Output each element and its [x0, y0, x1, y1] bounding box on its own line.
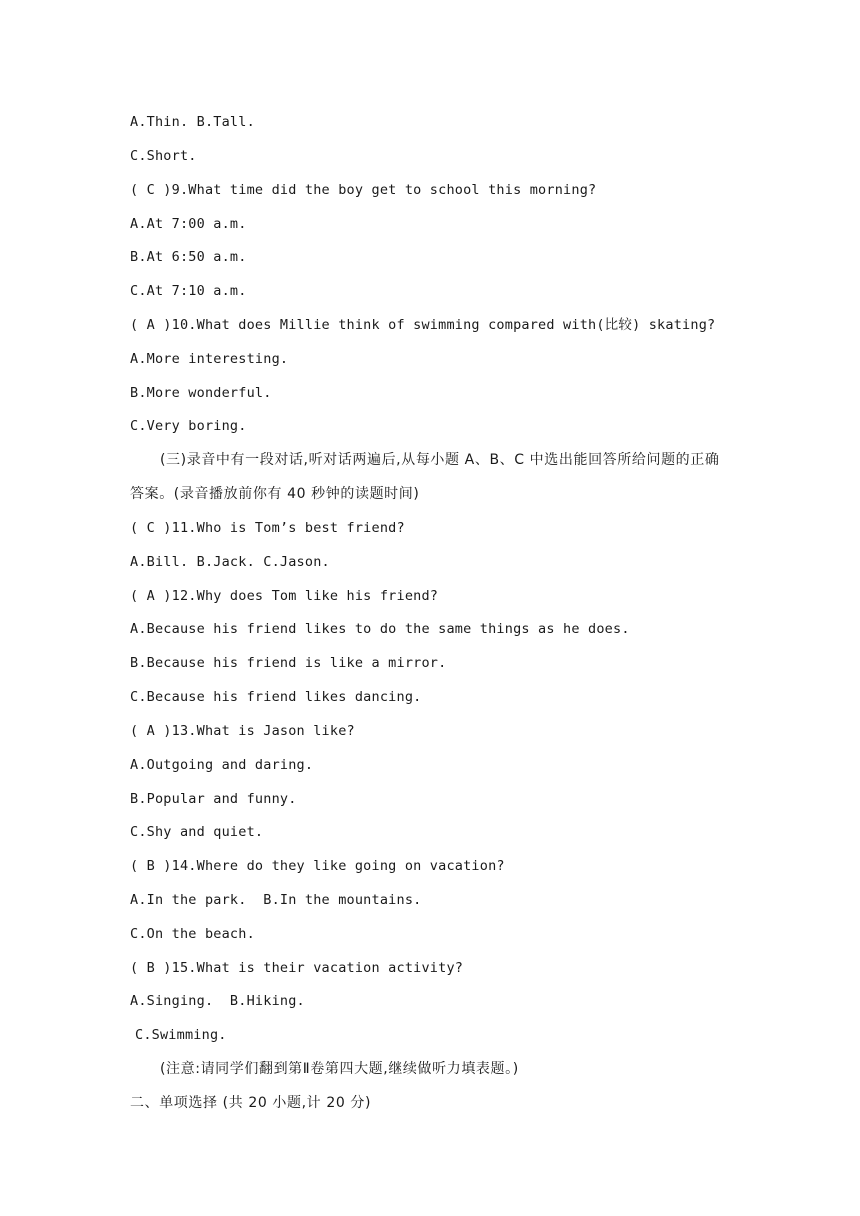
q13-option-c: C.Shy and quiet. — [130, 824, 264, 840]
q15-options-ab: A.Singing. B.Hiking. — [130, 993, 305, 1009]
q11-question: ( C )11.Who is Tom’s best friend? — [130, 520, 405, 536]
section-3-instructions-cont: 答案。(录音播放前你有 40 秒钟的读题时间) — [130, 486, 420, 502]
section-3-instructions: (三)录音中有一段对话,听对话两遍后,从每小题 A、B、C 中选出能回答所给问题的正确 — [160, 452, 720, 468]
q10-option-a: A.More interesting. — [130, 351, 289, 367]
q12-option-c: C.Because his friend likes dancing. — [130, 689, 422, 705]
q12-option-a: A.Because his friend likes to do the same things as he does. — [130, 621, 630, 637]
q13-question: ( A )13.What is Jason like? — [130, 723, 355, 739]
q13-option-a: A.Outgoing and daring. — [130, 757, 314, 773]
q9-option-a: A.At 7:00 a.m. — [130, 216, 247, 232]
q10-question: ( A )10.What does Millie think of swimming compared with(比较) skating? — [130, 317, 716, 333]
q9-option-c: C.At 7:10 a.m. — [130, 283, 247, 299]
q14-option-c: C.On the beach. — [130, 926, 255, 942]
q15-question: ( B )15.What is their vacation activity? — [130, 960, 464, 976]
listening-note: (注意:请同学们翻到第Ⅱ卷第四大题,继续做听力填表题。) — [160, 1061, 519, 1077]
q9-question: ( C )9.What time did the boy get to school this morning? — [130, 182, 597, 198]
q10-option-b: B.More wonderful. — [130, 385, 272, 401]
q11-options: A.Bill. B.Jack. C.Jason. — [130, 554, 330, 570]
q10-option-c: C.Very boring. — [130, 418, 247, 434]
q14-question: ( B )14.Where do they like going on vacation? — [130, 858, 505, 874]
q8-option-c: C.Short. — [130, 148, 197, 164]
q12-question: ( A )12.Why does Tom like his friend? — [130, 588, 439, 604]
q15-option-c: C.Swimming. — [135, 1027, 227, 1043]
section-2-heading: 二、单项选择 (共 20 小题,计 20 分) — [130, 1095, 372, 1111]
q8-options-ab: A.Thin. B.Tall. — [130, 114, 255, 130]
q14-options-ab: A.In the park. B.In the mountains. — [130, 892, 422, 908]
q13-option-b: B.Popular and funny. — [130, 791, 297, 807]
q12-option-b: B.Because his friend is like a mirror. — [130, 655, 447, 671]
q9-option-b: B.At 6:50 a.m. — [130, 249, 247, 265]
